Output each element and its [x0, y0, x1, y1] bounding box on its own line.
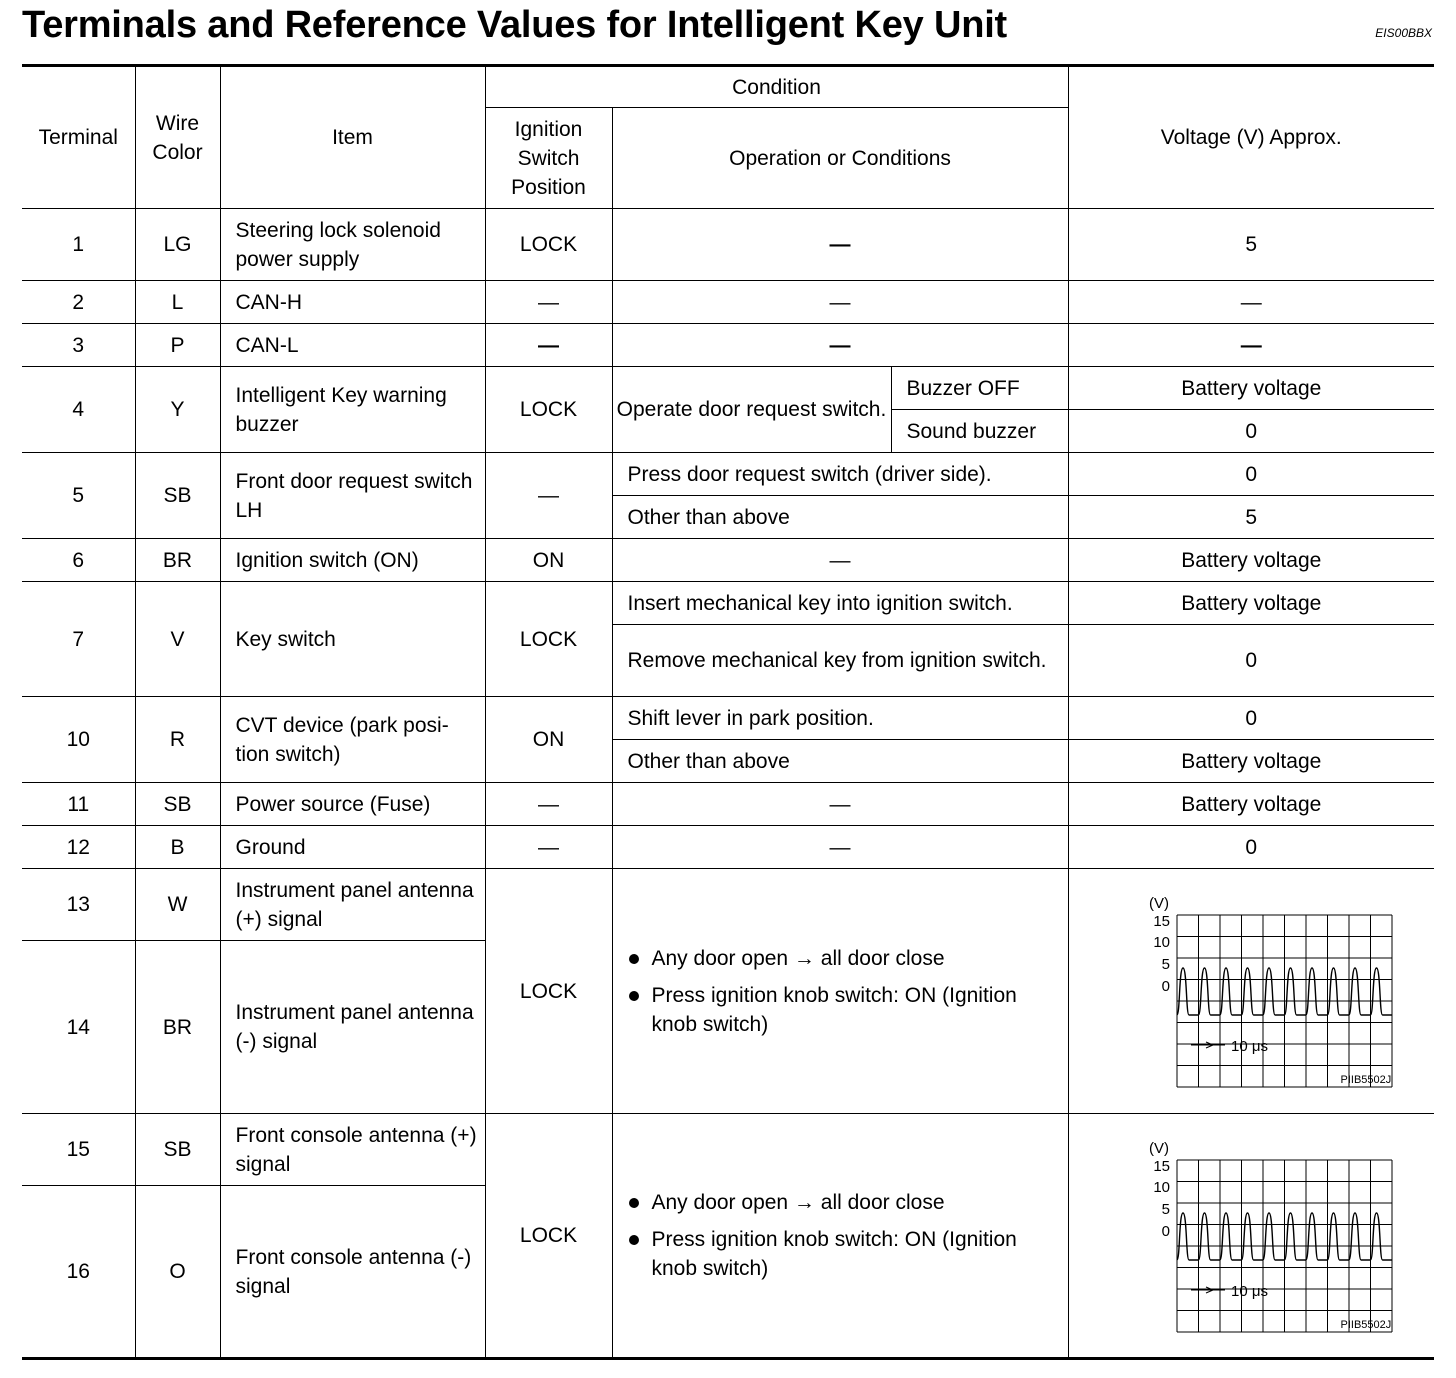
operation-cell: — [612, 539, 1068, 582]
ignition-cell: — [485, 826, 612, 869]
list-item: Any door open → all door close [629, 944, 1060, 973]
time-label: 10 μs [1231, 1282, 1269, 1300]
ignition-cell: LOCK [485, 582, 612, 697]
header-condition: Condition [485, 66, 1068, 108]
wire-color-cell: V [135, 582, 220, 697]
operation-cell: Press door request switch (driver side). [612, 453, 1068, 496]
y-tick-label: 5 [1161, 956, 1171, 973]
voltage-cell: 5 [1068, 209, 1434, 281]
header-voltage: Voltage (V) Approx. [1068, 66, 1434, 209]
voltage-cell: — [1068, 281, 1434, 324]
item-cell: Ground [220, 826, 485, 869]
item-cell: Power source (Fuse) [220, 783, 485, 826]
voltage-waveform-cell [1068, 1114, 1434, 1359]
voltage-waveform-cell [1068, 869, 1434, 1114]
wire-color-cell: Y [135, 367, 220, 453]
item-cell: Front console antenna (+) signal [220, 1114, 485, 1186]
ignition-cell: — [485, 281, 612, 324]
ignition-cell: ON [485, 697, 612, 783]
ignition-cell: — [485, 324, 612, 367]
ignition-cell: — [485, 453, 612, 539]
terminals-table [22, 64, 1434, 1360]
item-cell: Steering lock solenoid power supply [220, 209, 485, 281]
terminal-cell: 12 [22, 826, 135, 869]
waveform-figure [1101, 881, 1401, 1101]
wire-color-cell: SB [135, 783, 220, 826]
header-wire-color: Wire Color [135, 66, 220, 209]
voltage-cell: 0 [1068, 453, 1434, 496]
ignition-cell: LOCK [485, 209, 612, 281]
table-row [22, 783, 1434, 826]
wire-color-cell: SB [135, 1114, 220, 1186]
voltage-cell: 0 [1068, 410, 1434, 453]
voltage-cell: 0 [1068, 625, 1434, 697]
operation-cell: Other than above [612, 496, 1068, 539]
condition-list [613, 944, 1068, 1039]
terminal-cell: 11 [22, 783, 135, 826]
table-row [22, 582, 1434, 625]
operation-cell: — [612, 209, 1068, 281]
terminal-cell: 5 [22, 453, 135, 539]
item-cell: Front console antenna (-) signal [220, 1186, 485, 1359]
list-item: Any door open → all door close [629, 1188, 1060, 1217]
operation-cell [612, 869, 1068, 1114]
terminal-cell: 4 [22, 367, 135, 453]
wire-color-cell: BR [135, 941, 220, 1114]
table-row [22, 324, 1434, 367]
terminal-cell: 15 [22, 1114, 135, 1186]
voltage-cell: Battery voltage [1068, 783, 1434, 826]
figure-id: PIIB5502J [1340, 1074, 1392, 1086]
item-cell: Instrument panel antenna (-) signal [220, 941, 485, 1114]
sub-condition-cell: Buzzer OFF [891, 367, 1068, 410]
table-row [22, 539, 1434, 582]
operation-cell: — [612, 324, 1068, 367]
table-row [22, 209, 1434, 281]
wire-color-cell: B [135, 826, 220, 869]
terminal-cell: 1 [22, 209, 135, 281]
operation-cell: Insert mechanical key into ignition switch. [612, 582, 1068, 625]
table-row [22, 453, 1434, 496]
table-row [22, 367, 1434, 410]
y-tick-label: 10 [1153, 934, 1171, 951]
item-cell: Front door request switch LH [220, 453, 485, 539]
terminal-cell: 16 [22, 1186, 135, 1359]
voltage-cell: 5 [1068, 496, 1434, 539]
voltage-cell: Battery voltage [1068, 740, 1434, 783]
operation-cell: — [612, 826, 1068, 869]
list-item: Press ignition knob switch: ON (Ignition knob switch) [629, 1225, 1060, 1283]
ignition-cell: LOCK [485, 1114, 612, 1359]
wire-color-cell: R [135, 697, 220, 783]
terminal-cell: 10 [22, 697, 135, 783]
terminal-cell: 14 [22, 941, 135, 1114]
unit-label: (V) [1149, 1139, 1170, 1157]
voltage-cell: — [1068, 324, 1434, 367]
header-terminal: Terminal [22, 66, 135, 209]
terminal-cell: 3 [22, 324, 135, 367]
operation-cell: Operate door request switch. [612, 367, 891, 453]
table-row [22, 697, 1434, 740]
voltage-cell: 0 [1068, 697, 1434, 740]
wire-color-cell: LG [135, 209, 220, 281]
time-label: 10 μs [1231, 1038, 1269, 1055]
header-ignition-switch-position: Ignition Switch Position [485, 108, 612, 209]
y-tick-label: 5 [1161, 1200, 1171, 1218]
table-row [22, 281, 1434, 324]
terminal-cell: 6 [22, 539, 135, 582]
ignition-cell: LOCK [485, 869, 612, 1114]
voltage-cell: Battery voltage [1068, 367, 1434, 410]
waveform-figure [1101, 1126, 1401, 1346]
wire-color-cell: L [135, 281, 220, 324]
wire-color-cell: SB [135, 453, 220, 539]
list-item: Press ignition knob switch: ON (Ignition knob switch) [629, 981, 1060, 1039]
page-title: Terminals and Reference Values for Intelligent Key Unit [22, 4, 1008, 46]
condition-list [613, 1188, 1068, 1283]
wire-color-cell: W [135, 869, 220, 941]
ignition-cell: LOCK [485, 367, 612, 453]
operation-cell: — [612, 281, 1068, 324]
wire-color-cell: BR [135, 539, 220, 582]
figure-id: PIIB5502J [1340, 1318, 1392, 1331]
item-cell: CAN-H [220, 281, 485, 324]
item-cell: Intelligent Key warning buzzer [220, 367, 485, 453]
ignition-cell: — [485, 783, 612, 826]
voltage-cell: 0 [1068, 826, 1434, 869]
terminal-cell: 2 [22, 281, 135, 324]
terminal-cell: 13 [22, 869, 135, 941]
operation-cell: — [612, 783, 1068, 826]
wire-color-cell: O [135, 1186, 220, 1359]
unit-label: (V) [1149, 895, 1170, 912]
waveform-grid [1177, 1160, 1392, 1332]
table-row [22, 1114, 1434, 1186]
voltage-cell: Battery voltage [1068, 539, 1434, 582]
operation-cell: Remove mechanical key from ignition switch. [612, 625, 1068, 697]
waveform-grid [1177, 915, 1392, 1087]
table-row [22, 826, 1434, 869]
table-row [22, 869, 1434, 941]
item-cell: CVT device (park posi-tion switch) [220, 697, 485, 783]
header-operation: Operation or Conditions [612, 108, 1068, 209]
y-tick-label: 0 [1161, 978, 1171, 995]
header-item: Item [220, 66, 485, 209]
item-cell: Ignition switch (ON) [220, 539, 485, 582]
operation-cell: Shift lever in park position. [612, 697, 1068, 740]
wire-color-cell: P [135, 324, 220, 367]
item-cell: Key switch [220, 582, 485, 697]
item-cell: Instrument panel antenna (+) signal [220, 869, 485, 941]
sub-condition-cell: Sound buzzer [891, 410, 1068, 453]
terminal-cell: 7 [22, 582, 135, 697]
operation-cell: Other than above [612, 740, 1068, 783]
y-tick-label: 10 [1153, 1178, 1171, 1196]
y-tick-label: 0 [1161, 1222, 1171, 1240]
operation-cell [612, 1114, 1068, 1359]
ignition-cell: ON [485, 539, 612, 582]
item-cell: CAN-L [220, 324, 485, 367]
document-code: EIS00BBX [1375, 26, 1432, 40]
voltage-cell: Battery voltage [1068, 582, 1434, 625]
y-tick-label: 15 [1153, 913, 1171, 930]
y-tick-label: 15 [1153, 1157, 1171, 1175]
